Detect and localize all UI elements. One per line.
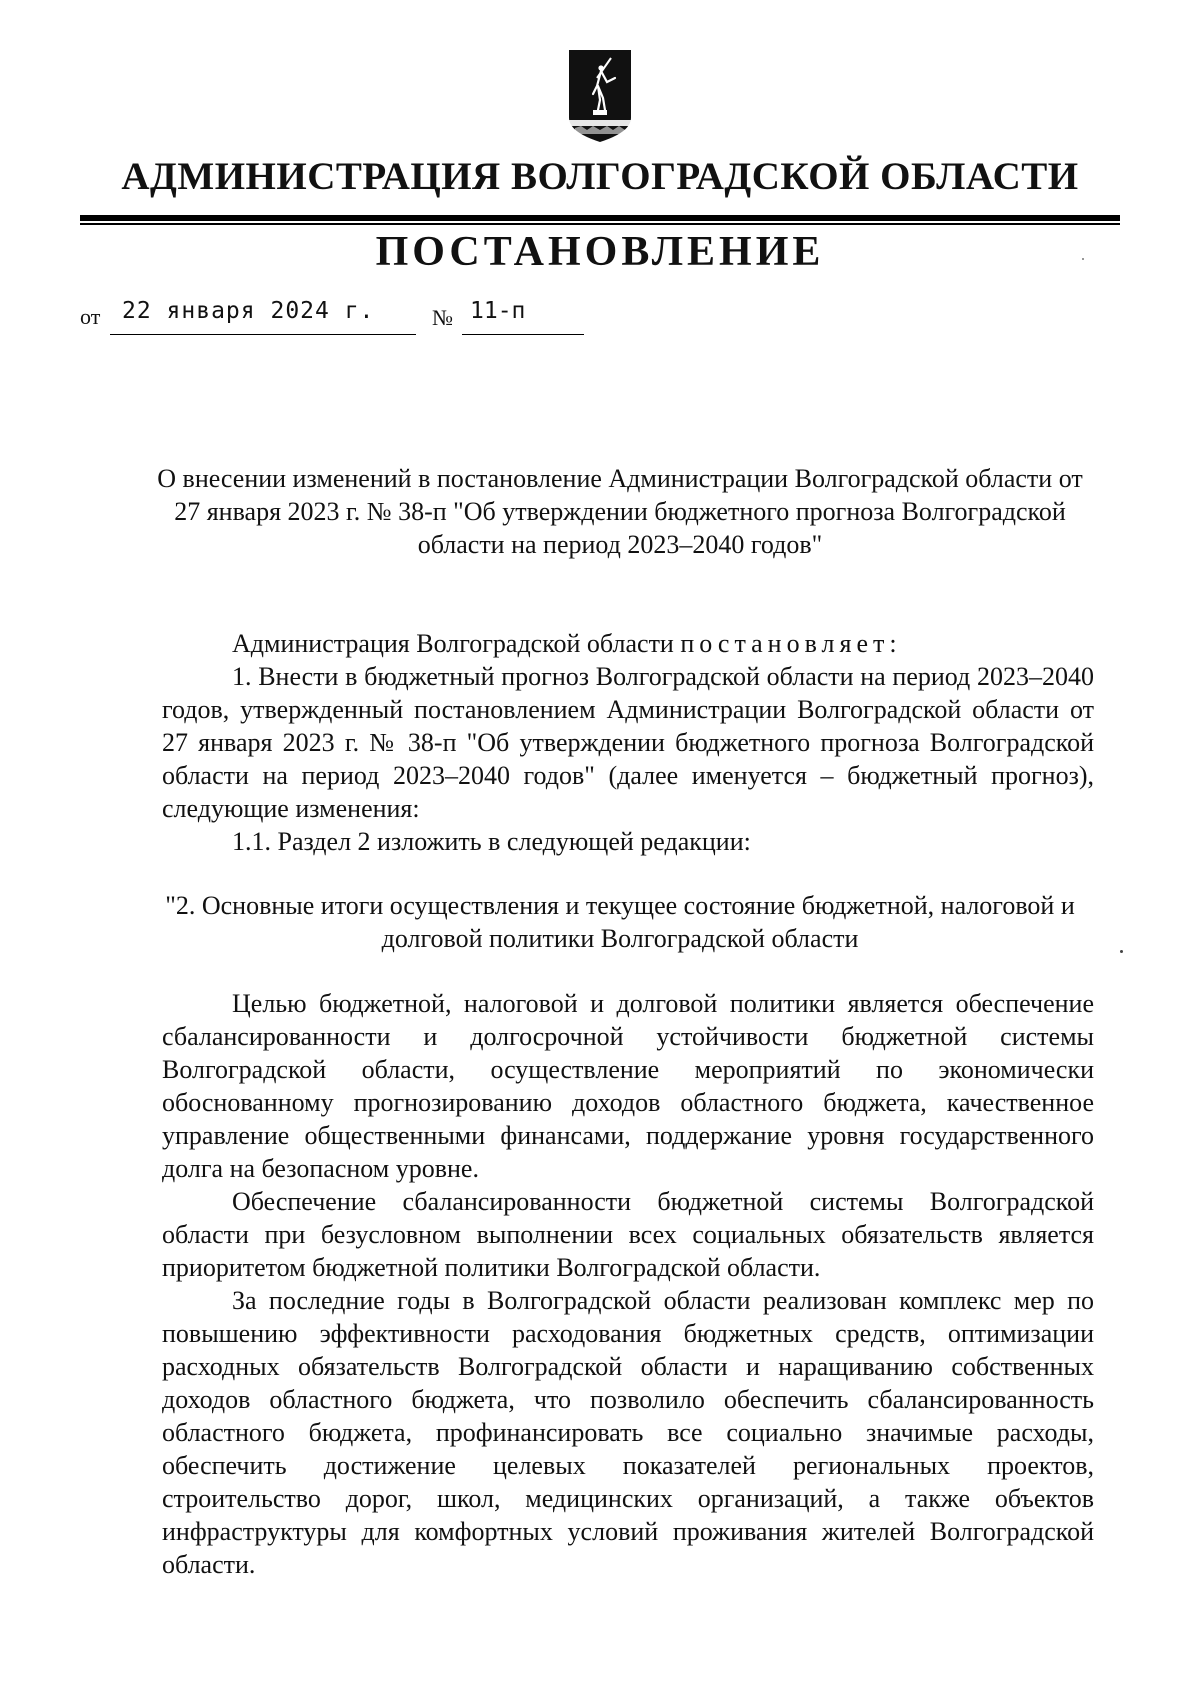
- preamble-verb: постановляет:: [680, 629, 902, 658]
- document-title: О внесении изменений в постановление Администрации Волгоградской области от 27 января 2023 г. № 38-п "Об утверждении бюджетного прогноза Волгоградской области на период 2023–2040 годов": [157, 464, 1083, 559]
- paragraph: Целью бюджетной, налоговой и долговой политики является обеспечение сбалансированности и долгосрочной устойчивости бюджетной системы Волгоградской области, осуществление мероприятий по экономически обоснованному прогнозированию доходов областного бюджета, качественное управление общественными финансами, поддержание уровня государственного долга на безопасном уровне.: [162, 989, 1094, 1183]
- header-rule-thick: [80, 215, 1120, 221]
- section-body: [162, 987, 1094, 1581]
- document-date: 22 января 2024 г.: [122, 298, 375, 324]
- number-sign: №: [432, 305, 453, 330]
- section-heading: "2. Основные итоги осуществления и текущее состояние бюджетной, налоговой и долговой политики Волгоградской области: [165, 891, 1075, 953]
- coat-of-arms-icon: [567, 48, 633, 144]
- scan-speck: [1120, 950, 1123, 953]
- item-1: 1. Внести в бюджетный прогноз Волгоградской области на период 2023–2040 годов, утвержденный постановлением Администрации Волгоградской области от 27 января 2023 г. № 38-п "Об утверждении бюджетного прогноза Волгоградской области на период 2023–2040 годов" (далее именуется – бюджетный прогноз), следующие изменения:: [162, 662, 1094, 823]
- paragraph: Обеспечение сбалансированности бюджетной системы Волгоградской области при безусловном выполнении всех социальных обязательств является приоритетом бюджетной политики Волгоградской области.: [162, 1187, 1094, 1282]
- preamble: [162, 627, 1094, 660]
- item-1-1: 1.1. Раздел 2 изложить в следующей редакции:: [232, 827, 751, 856]
- date-underline: [110, 334, 416, 335]
- header-rule-thin: [80, 223, 1120, 225]
- number-underline: [462, 334, 584, 335]
- document-type: ПОСТАНОВЛЕНИЕ: [375, 229, 825, 275]
- resolution-intro: [162, 627, 1094, 858]
- organization-name: АДМИНИСТРАЦИЯ ВОЛГОГРАДСКОЙ ОБЛАСТИ: [121, 155, 1079, 198]
- scan-speck: [1082, 258, 1084, 260]
- date-prefix: от: [80, 304, 101, 329]
- paragraph: За последние годы в Волгоградской области реализован комплекс мер по повышению эффективности расходования бюджетных средств, оптимизации расходных обязательств Волгоградской области и наращиванию собственных доходов областного бюджета, что позволило обеспечить сбалансированность областного бюджета, профинансировать все социально значимые расходы, обеспечить достижение целевых показателей региональных проектов, строительство дорог, школ, медицинских организаций, а также объектов инфраструктуры для комфортных условий проживания жителей Волгоградской области.: [162, 1286, 1094, 1579]
- preamble-lead: Администрация Волгоградской области: [232, 629, 674, 658]
- document-number: 11-п: [470, 298, 526, 324]
